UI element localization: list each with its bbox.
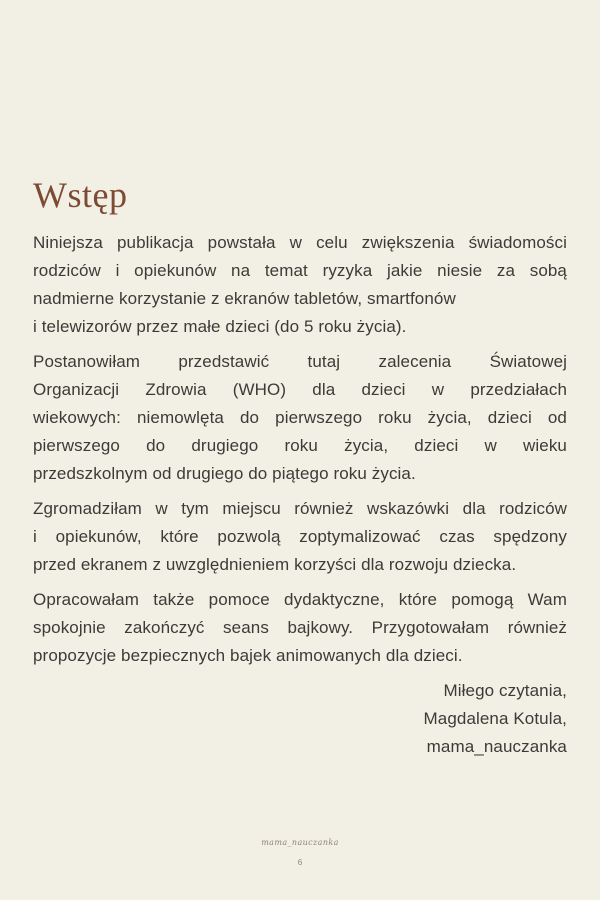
- signature-line: mama_nauczanka: [426, 737, 567, 757]
- paragraph-line: wiekowych: niemowlęta do pierwszego roku życia, dzieci od: [33, 408, 567, 428]
- tips-paragraph: [33, 495, 567, 579]
- footer-brand-script: mama_nauczanka: [261, 838, 339, 847]
- materials-paragraph: [33, 586, 567, 670]
- paragraph-line: nadmierne korzystanie z ekranów tabletów, smartfonów: [33, 289, 456, 309]
- paragraph-line: Postanowiłam przedstawić tutaj zalecenia Światowej: [33, 352, 567, 372]
- paragraph-line: przedszkolnym od drugiego do piątego roku życia.: [33, 464, 416, 484]
- paragraph-line: spokojnie zakończyć seans bajkowy. Przygotowałam również: [33, 618, 567, 638]
- paragraph-line: i telewizorów przez małe dzieci (do 5 roku życia).: [33, 317, 407, 337]
- page-number: 6: [297, 858, 303, 867]
- paragraph-line: propozycje bezpiecznych bajek animowanych dla dzieci.: [33, 646, 463, 666]
- paragraph-line: rodziców i opiekunów na temat ryzyka jakie niesie za sobą: [33, 261, 567, 281]
- intro-paragraph: [33, 229, 567, 341]
- paragraph-line: Opracowałam także pomoce dydaktyczne, które pomogą Wam: [33, 590, 567, 610]
- signature-line: Magdalena Kotula,: [423, 709, 567, 729]
- paragraph-line: i opiekunów, które pozwolą zoptymalizować czas spędzony: [33, 527, 567, 547]
- who-recommendations-paragraph: [33, 348, 567, 488]
- paragraph-line: Niniejsza publikacja powstała w celu zwiększenia świadomości: [33, 233, 567, 253]
- paragraph-line: pierwszego do drugiego roku życia, dzieci w wieku: [33, 436, 567, 456]
- paragraph-line: Organizacji Zdrowia (WHO) dla dzieci w przedziałach: [33, 380, 567, 400]
- signature-line: Miłego czytania,: [443, 681, 567, 701]
- page-title: Wstęp: [33, 175, 128, 215]
- paragraph-line: Zgromadziłam w tym miejscu również wskazówki dla rodziców: [33, 499, 567, 519]
- signature-block: [33, 677, 567, 761]
- paragraph-line: przed ekranem z uwzględnieniem korzyści dla rozwoju dziecka.: [33, 555, 517, 575]
- page-footer: [0, 838, 600, 867]
